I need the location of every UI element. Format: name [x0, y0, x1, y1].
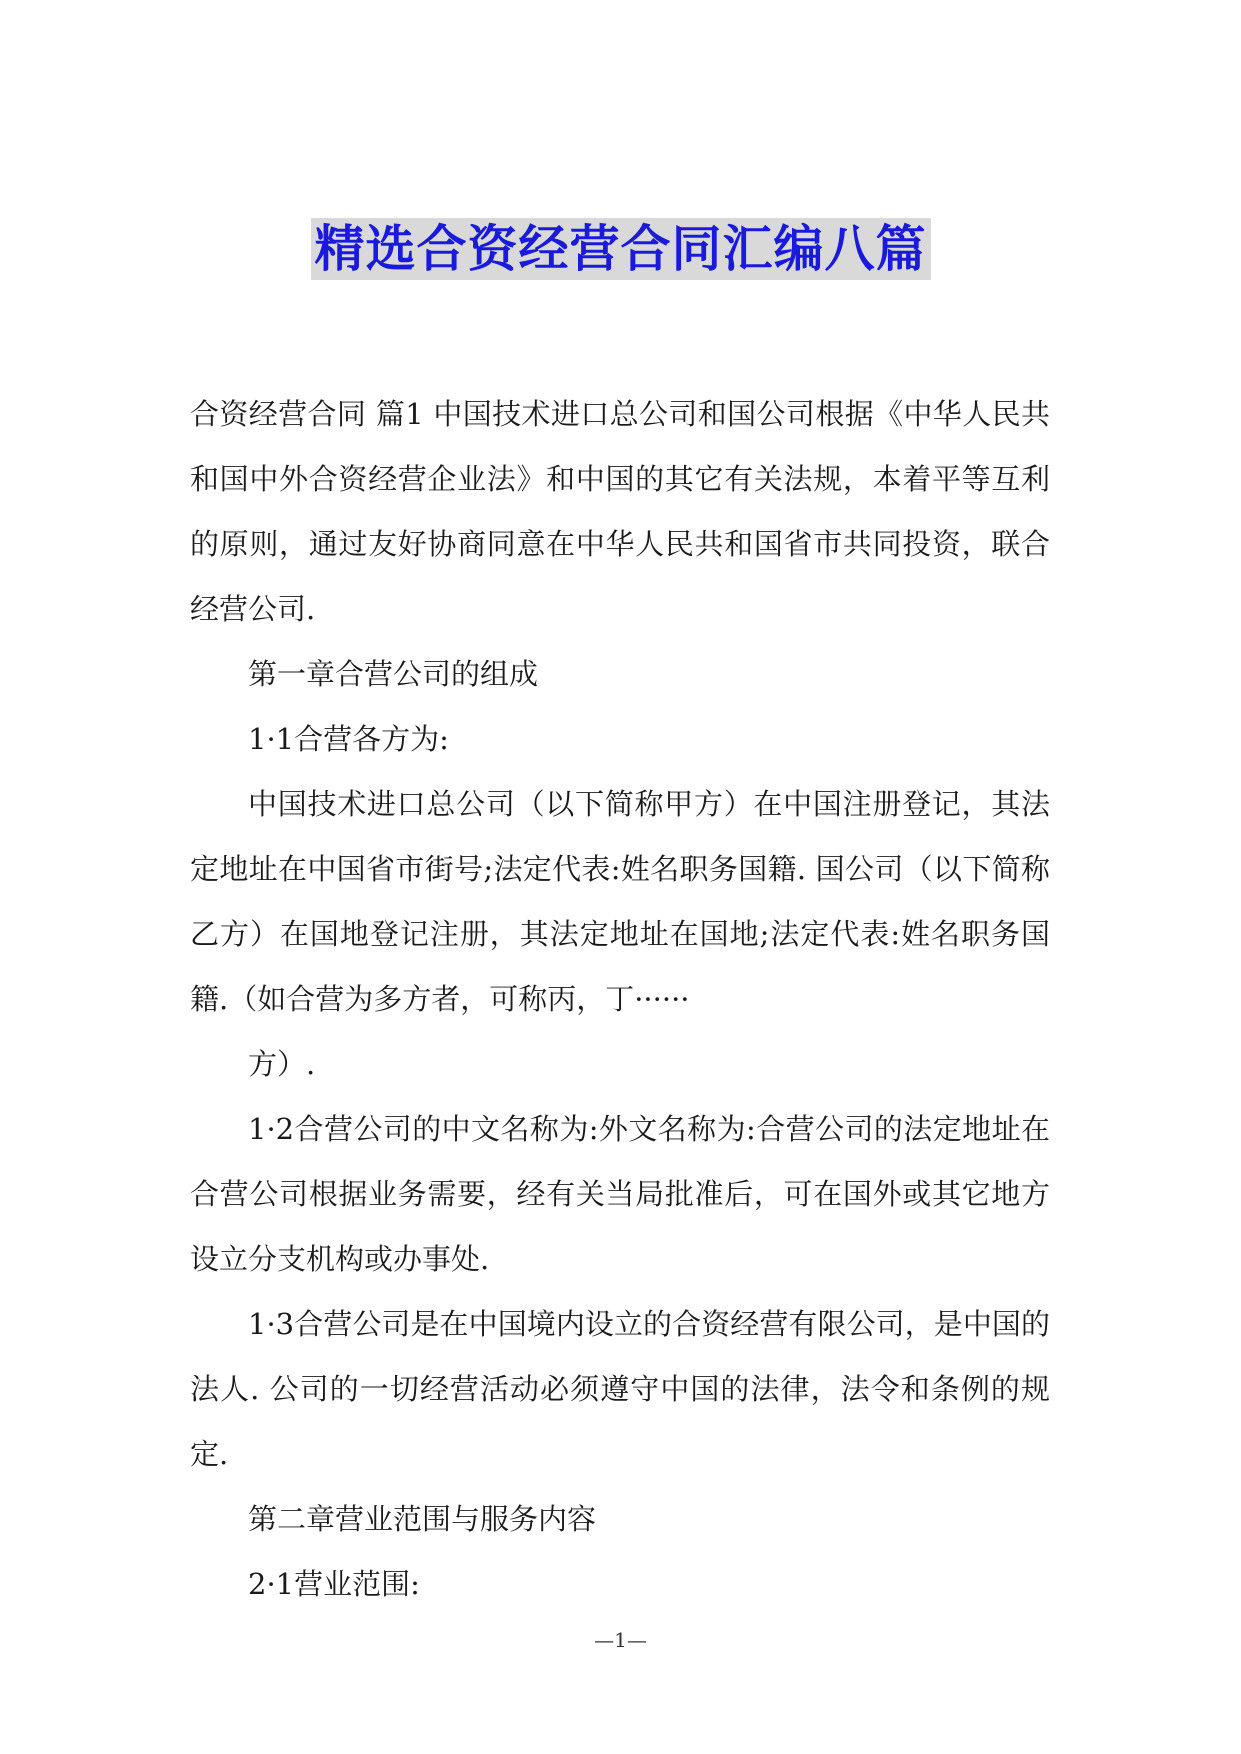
page-number: —1— [594, 1628, 647, 1652]
document-body [190, 382, 1050, 1617]
clause-1-2: 1·2合营公司的中文名称为:外文名称为:合营公司的法定地址在合营公司根据业务需要，经有关当局批准后，可在国外或其它地方设立分支机构或办事处. [190, 1112, 1050, 1276]
title-container [0, 218, 1241, 280]
clause-1-3: 1·3合营公司是在中国境内设立的合资经营有限公司，是中国的法人. 公司的一切经营活动必须遵守中国的法律，法令和条例的规定. [190, 1307, 1050, 1471]
clause-2-1: 2·1营业范围: [248, 1567, 420, 1601]
chapter-heading-2: 第二章营业范围与服务内容 [248, 1502, 597, 1536]
paragraph-parties: 中国技术进口总公司（以下简称甲方）在中国注册登记，其法定地址在中国省市街号;法定代表:姓名职务国籍. 国公司（以下简称乙方）在国地登记注册，其法定地址在国地;法定代表:姓名职务国籍.（如合营为多方者，可称丙，丁······ [190, 787, 1050, 1016]
chapter-heading-1: 第一章合营公司的组成 [248, 657, 539, 691]
paragraph-parties-end: 方）. [248, 1047, 316, 1081]
clause-1-1: 1·1合营各方为: [248, 722, 449, 756]
paragraph-intro: 合资经营合同 篇1 中国技术进口总公司和国公司根据《中华人民共和国中外合资经营企业法》和中国的其它有关法规，本着平等互利的原则，通过友好协商同意在中华人民共和国省市共同投资，联合经营公司. [190, 397, 1050, 626]
document-title: 精选合资经营合同汇编八篇 [311, 218, 931, 280]
